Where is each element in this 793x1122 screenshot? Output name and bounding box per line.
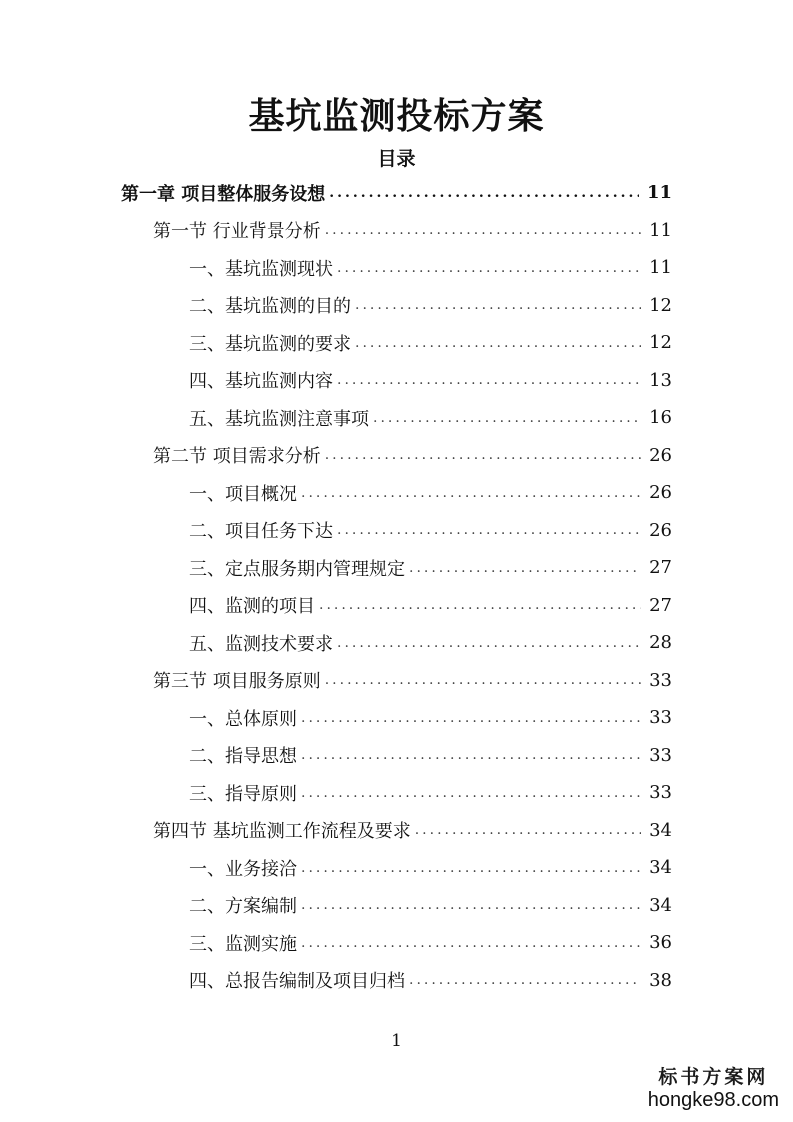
toc-entry-title: 三、基坑监测的要求 (189, 333, 351, 355)
toc-entry[interactable] (189, 624, 672, 661)
toc-entry-page: 34 (649, 857, 672, 878)
toc-entry[interactable] (121, 174, 672, 211)
toc-dot-leader (409, 972, 641, 988)
toc-entry-page: 38 (649, 969, 672, 991)
toc-entry[interactable] (189, 587, 672, 624)
toc-dot-leader (301, 710, 641, 726)
toc-dot-leader (301, 747, 641, 763)
toc-entry-page: 34 (649, 819, 672, 841)
toc-dot-leader (373, 410, 641, 426)
toc-entry[interactable] (189, 362, 672, 399)
toc-dot-leader (301, 785, 641, 801)
toc-entry-title: 第三节 项目服务原则 (153, 671, 321, 692)
toc-dot-leader (329, 185, 639, 201)
toc-entry-page: 33 (649, 707, 672, 728)
toc-entry-page: 12 (649, 294, 672, 316)
toc-entry-page: 11 (646, 182, 672, 203)
toc-entry-page: 11 (649, 219, 672, 241)
toc-entry-title: 三、定点服务期内管理规定 (189, 558, 405, 580)
toc-dot-leader (325, 447, 641, 463)
toc-dot-leader (355, 335, 641, 351)
toc-entry-title: 二、基坑监测的目的 (189, 296, 351, 317)
watermark-url: hongke98.com (647, 1089, 779, 1111)
toc-entry-page: 13 (649, 369, 672, 391)
toc-entry-title: 第一章 项目整体服务设想 (121, 183, 326, 205)
toc-entry[interactable] (153, 437, 672, 474)
toc-dot-leader (301, 860, 641, 876)
toc-entry-title: 二、方案编制 (189, 896, 297, 917)
toc-entry[interactable] (189, 774, 672, 811)
toc-entry[interactable] (189, 962, 672, 999)
toc-entry-title: 三、监测实施 (189, 933, 297, 955)
toc-dot-leader (301, 485, 641, 501)
toc-dot-leader (301, 897, 641, 913)
document-title: 基坑监测投标方案 (248, 95, 545, 137)
toc-dot-leader (337, 260, 641, 276)
toc-entry-page: 11 (649, 257, 672, 278)
toc-dot-leader (355, 297, 641, 313)
toc-dot-leader (325, 672, 641, 688)
toc-heading: 目录 (377, 148, 416, 170)
toc-dot-leader (325, 222, 641, 238)
toc-entry-title: 一、总体原则 (189, 708, 297, 730)
toc-entry[interactable] (189, 924, 672, 961)
toc-entry-page: 34 (649, 894, 672, 916)
toc-entry-title: 四、基坑监测内容 (189, 371, 333, 392)
toc-dot-leader (409, 560, 641, 576)
toc-entry[interactable] (153, 212, 672, 249)
toc-dot-leader (415, 822, 641, 838)
toc-entry-page: 33 (649, 669, 672, 691)
toc-entry-title: 第一节 行业背景分析 (153, 221, 321, 242)
toc-entry[interactable] (153, 662, 672, 699)
toc-entry-title: 第二节 项目需求分析 (153, 446, 321, 467)
toc-entry[interactable] (189, 737, 672, 774)
toc-entry-title: 四、监测的项目 (189, 596, 315, 617)
toc-entry-page: 26 (649, 482, 672, 503)
toc-entry-page: 33 (649, 782, 672, 803)
page-number: 1 (391, 1031, 402, 1051)
toc-entry-page: 33 (649, 744, 672, 766)
toc-entry-page: 26 (649, 444, 672, 466)
toc-entry[interactable] (189, 887, 672, 924)
toc-entry[interactable] (189, 324, 672, 361)
toc-dot-leader (337, 522, 641, 538)
toc-entry-page: 16 (649, 407, 672, 428)
toc-entry[interactable] (189, 287, 672, 324)
toc-entry[interactable] (189, 249, 672, 286)
toc-dot-leader (337, 372, 641, 388)
watermark-name: 标书方案网 (658, 1066, 769, 1088)
toc-entry-page: 36 (649, 932, 672, 953)
toc-entry-title: 五、基坑监测注意事项 (189, 408, 369, 430)
toc-entry-title: 一、基坑监测现状 (189, 258, 333, 280)
toc-entry[interactable] (189, 549, 672, 586)
toc-entry-page: 12 (649, 332, 672, 353)
toc-entry-page: 27 (649, 557, 672, 578)
toc-dot-leader (301, 935, 641, 951)
toc-entry-title: 五、监测技术要求 (189, 633, 333, 655)
toc-entry-page: 28 (649, 632, 672, 653)
toc-entry-title: 一、业务接洽 (189, 858, 297, 880)
toc-entry-title: 三、指导原则 (189, 783, 297, 805)
toc-entry[interactable] (189, 699, 672, 736)
toc-entry-title: 一、项目概况 (189, 483, 297, 505)
toc-entry-title: 第四节 基坑监测工作流程及要求 (153, 821, 411, 842)
toc-entry-page: 27 (649, 594, 672, 616)
toc-dot-leader (337, 635, 641, 651)
toc-entry[interactable] (189, 474, 672, 511)
toc-entry[interactable] (189, 849, 672, 886)
toc-entry-title: 四、总报告编制及项目归档 (189, 971, 405, 992)
toc-entry[interactable] (153, 812, 672, 849)
toc-entry[interactable] (189, 399, 672, 436)
toc-entry[interactable] (189, 512, 672, 549)
watermark (648, 1062, 779, 1112)
toc-dot-leader (319, 597, 641, 613)
toc-entry-title: 二、项目任务下达 (189, 521, 333, 542)
toc-entry-title: 二、指导思想 (189, 746, 297, 767)
toc-entry-page: 26 (649, 519, 672, 541)
